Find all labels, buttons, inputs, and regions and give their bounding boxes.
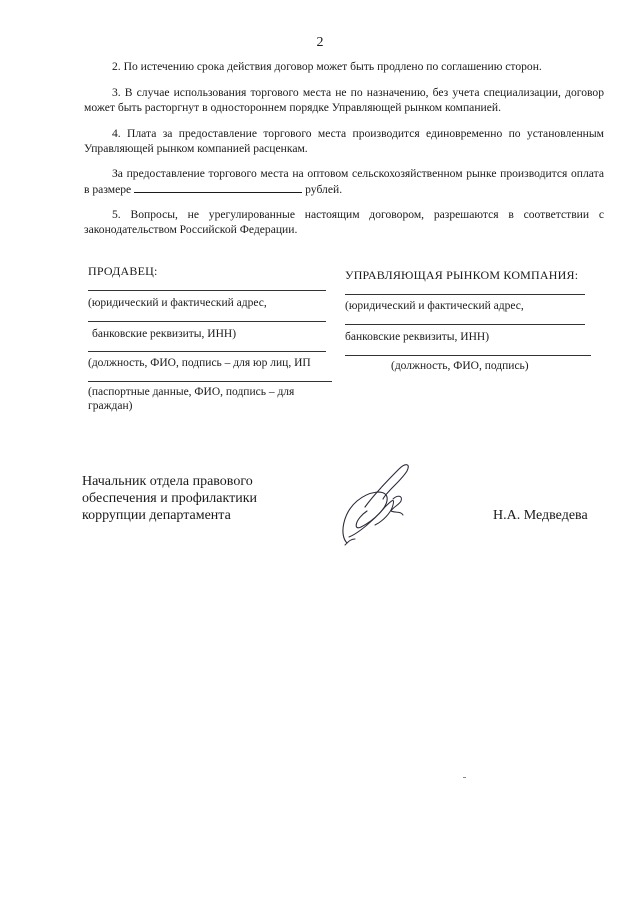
payment-amount-blank[interactable]: [134, 181, 302, 193]
paragraph-3: [84, 85, 604, 115]
seller-passport-caption: (паспортные данные, ФИО, подпись – для граждан): [88, 386, 295, 412]
paragraph-5: [84, 207, 604, 237]
company-address-line[interactable]: [345, 294, 585, 295]
paragraph-3-text: 3. В случае использования торгового места не по назначению, без учета специализации, договор может быть расторгнут в одностороннем порядке Управляющей рынком компанией.: [84, 86, 604, 114]
company-bank-caption: банковские реквизиты, ИНН): [345, 331, 490, 343]
company-heading: УПРАВЛЯЮЩАЯ РЫНКОМ КОМПАНИЯ:: [345, 268, 579, 282]
paragraph-5-text: 5. Вопросы, не урегулированные настоящим договором, разрешаются в соответствии с законодательством Российской Федерации.: [84, 208, 604, 236]
scan-speck: [463, 777, 466, 778]
paragraph-4-text: 4. Плата за предоставление торгового места производится единовременно по установленным Управляющей рынком компанией расценкам.: [84, 127, 604, 155]
signatory-position-line-1: Начальник отдела правового: [82, 474, 253, 489]
payment-currency: рублей.: [305, 183, 343, 196]
paragraph-2: [84, 59, 604, 74]
handwritten-signature-icon: [335, 455, 425, 550]
company-bank-line[interactable]: [345, 324, 585, 325]
paragraph-4: [84, 126, 604, 156]
seller-signature-caption: (должность, ФИО, подпись – для юр лиц, ИП: [88, 357, 311, 369]
seller-signature-line[interactable]: [88, 351, 326, 352]
seller-address-line[interactable]: [88, 290, 326, 291]
seller-bank-line[interactable]: [88, 321, 326, 322]
paragraph-2-text: 2. По истечению срока действия договор может быть продлено по соглашению сторон.: [112, 60, 542, 73]
company-signature-caption: (должность, ФИО, подпись): [391, 360, 529, 372]
company-address-caption: (юридический и фактический адрес,: [345, 300, 524, 312]
seller-heading: ПРОДАВЕЦ:: [88, 264, 158, 278]
payment-text: За предоставление торгового места на оптовом сельскохозяйственном рынке производится оплата в размере: [84, 167, 604, 196]
seller-bank-caption: банковские реквизиты, ИНН): [92, 328, 237, 340]
signatory-position: [82, 473, 257, 524]
signatory-name: Н.А. Медведева: [493, 508, 588, 523]
seller-passport-line[interactable]: [88, 381, 332, 382]
signatory-position-line-2: обеспечения и профилактики: [82, 491, 258, 506]
signatory-position-line-3: коррупции департамента: [82, 508, 231, 523]
page-number: 2: [316, 35, 324, 50]
company-signature-line[interactable]: [345, 355, 591, 356]
payment-paragraph: [84, 166, 604, 197]
seller-address-caption: (юридический и фактический адрес,: [88, 297, 267, 309]
